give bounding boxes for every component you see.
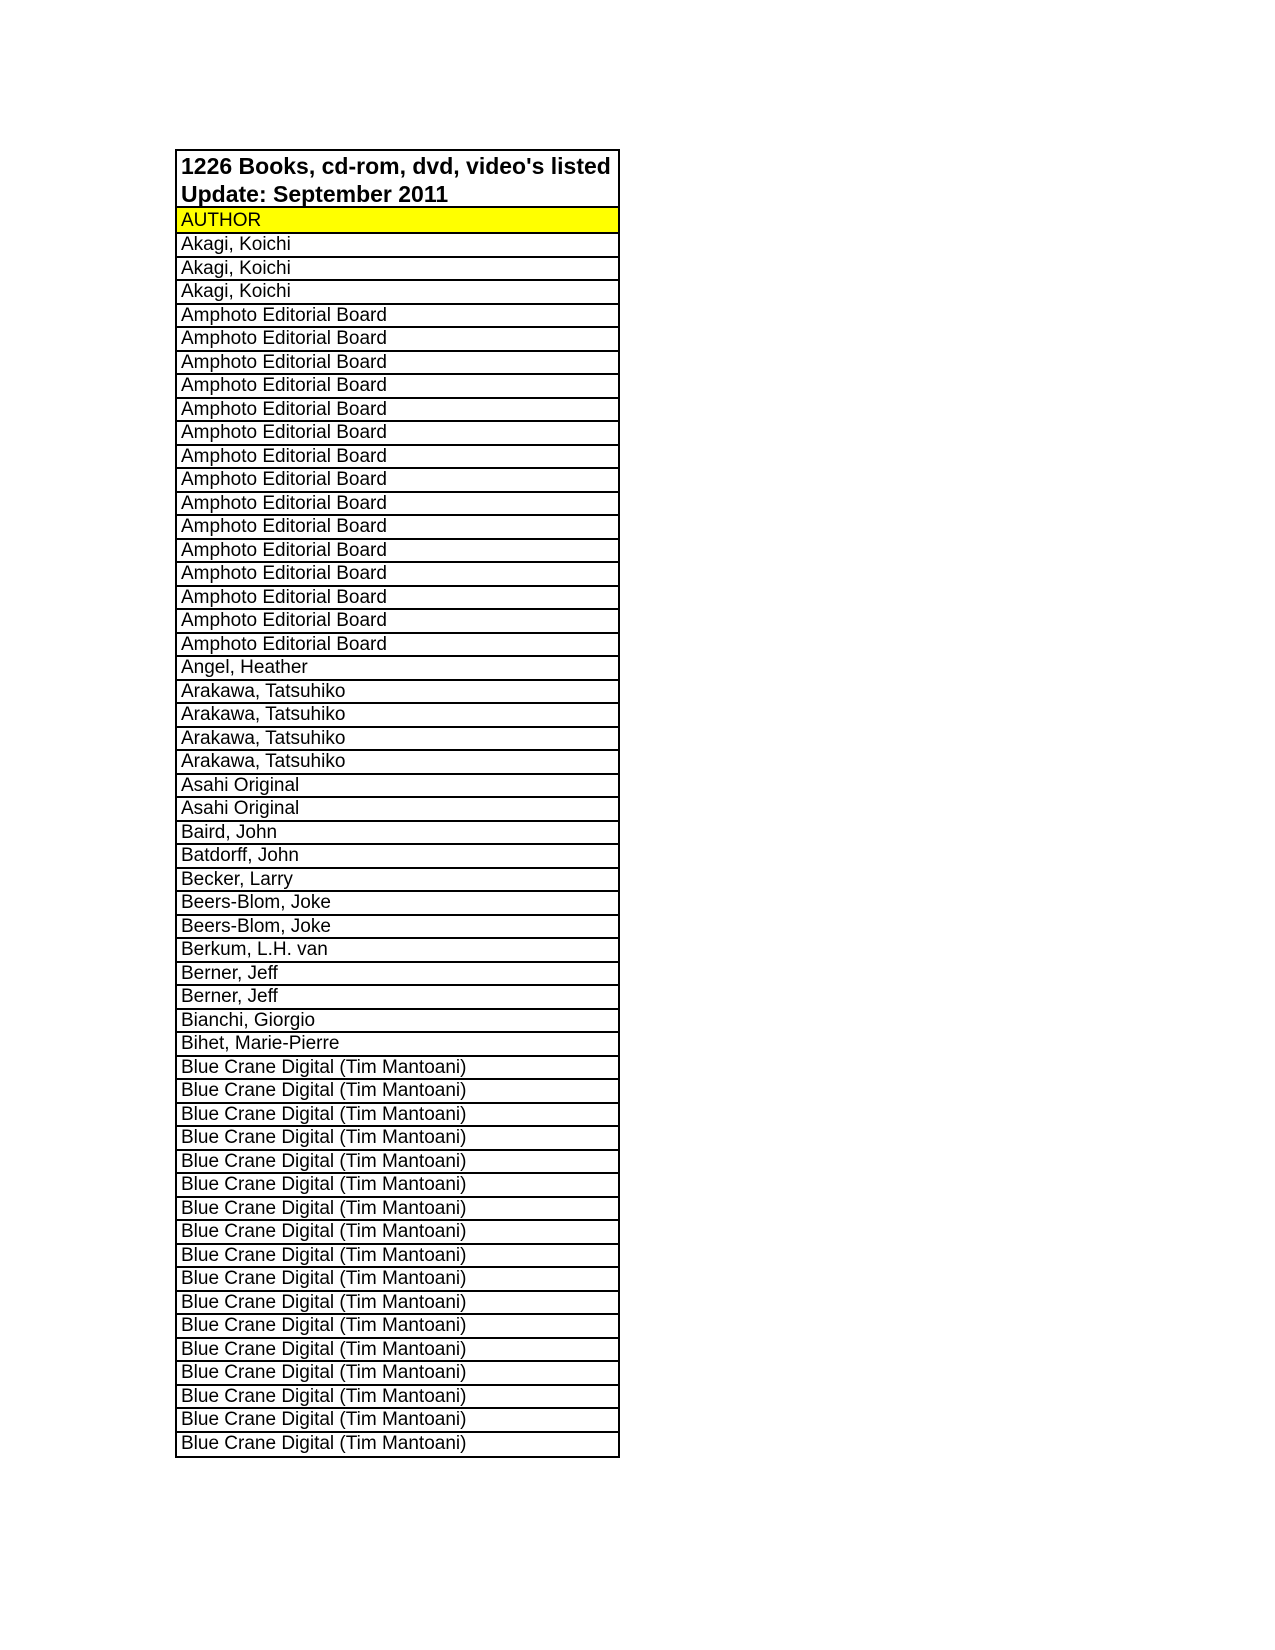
author-row: Bihet, Marie-Pierre	[177, 1033, 618, 1057]
author-row: Arakawa, Tatsuhiko	[177, 751, 618, 775]
author-row: Berner, Jeff	[177, 963, 618, 987]
author-row: Amphoto Editorial Board	[177, 422, 618, 446]
title-count-line: 1226 Books, cd-rom, dvd, video's listed	[181, 153, 611, 179]
author-row: Blue Crane Digital (Tim Mantoani)	[177, 1409, 618, 1433]
author-row: Amphoto Editorial Board	[177, 352, 618, 376]
author-row: Blue Crane Digital (Tim Mantoani)	[177, 1198, 618, 1222]
author-row: Amphoto Editorial Board	[177, 446, 618, 470]
author-row: Amphoto Editorial Board	[177, 305, 618, 329]
author-row: Blue Crane Digital (Tim Mantoani)	[177, 1268, 618, 1292]
author-row: Amphoto Editorial Board	[177, 493, 618, 517]
author-row: Akagi, Koichi	[177, 281, 618, 305]
author-row: Amphoto Editorial Board	[177, 469, 618, 493]
author-row: Bianchi, Giorgio	[177, 1010, 618, 1034]
author-row: Blue Crane Digital (Tim Mantoani)	[177, 1386, 618, 1410]
author-row: Angel, Heather	[177, 657, 618, 681]
author-row: Blue Crane Digital (Tim Mantoani)	[177, 1057, 618, 1081]
author-row: Baird, John	[177, 822, 618, 846]
author-row: Batdorff, John	[177, 845, 618, 869]
author-row: Blue Crane Digital (Tim Mantoani)	[177, 1292, 618, 1316]
author-row: Beers-Blom, Joke	[177, 892, 618, 916]
author-row: Blue Crane Digital (Tim Mantoani)	[177, 1362, 618, 1386]
author-row: Beers-Blom, Joke	[177, 916, 618, 940]
author-row: Amphoto Editorial Board	[177, 516, 618, 540]
column-header-author: AUTHOR	[177, 208, 618, 234]
author-row: Amphoto Editorial Board	[177, 375, 618, 399]
author-row: Blue Crane Digital (Tim Mantoani)	[177, 1245, 618, 1269]
author-row: Blue Crane Digital (Tim Mantoani)	[177, 1339, 618, 1363]
author-row: Blue Crane Digital (Tim Mantoani)	[177, 1127, 618, 1151]
author-row: Arakawa, Tatsuhiko	[177, 704, 618, 728]
author-row: Blue Crane Digital (Tim Mantoani)	[177, 1080, 618, 1104]
author-rows	[177, 234, 618, 1456]
author-row: Berkum, L.H. van	[177, 939, 618, 963]
author-row: Akagi, Koichi	[177, 258, 618, 282]
author-row: Asahi Original	[177, 775, 618, 799]
author-row: Blue Crane Digital (Tim Mantoani)	[177, 1174, 618, 1198]
title-update-line: Update: September 2011	[181, 181, 449, 207]
author-row: Blue Crane Digital (Tim Mantoani)	[181, 1432, 467, 1454]
author-row: Amphoto Editorial Board	[177, 610, 618, 634]
author-row: Blue Crane Digital (Tim Mantoani)	[177, 1151, 618, 1175]
table-title	[177, 151, 618, 208]
author-row: Asahi Original	[177, 798, 618, 822]
author-row: Blue Crane Digital (Tim Mantoani)	[177, 1221, 618, 1245]
author-row: Amphoto Editorial Board	[177, 587, 618, 611]
author-row: Amphoto Editorial Board	[177, 634, 618, 658]
author-row: Blue Crane Digital (Tim Mantoani)	[177, 1104, 618, 1128]
author-row: Amphoto Editorial Board	[177, 563, 618, 587]
author-row: Amphoto Editorial Board	[177, 540, 618, 564]
author-row: Becker, Larry	[177, 869, 618, 893]
author-row: Berner, Jeff	[177, 986, 618, 1010]
author-row: Amphoto Editorial Board	[177, 399, 618, 423]
author-row: Arakawa, Tatsuhiko	[177, 728, 618, 752]
author-row: Arakawa, Tatsuhiko	[177, 681, 618, 705]
author-row: Amphoto Editorial Board	[177, 328, 618, 352]
author-row: Blue Crane Digital (Tim Mantoani)	[177, 1315, 618, 1339]
author-row: Akagi, Koichi	[177, 234, 618, 258]
author-table	[175, 149, 620, 1458]
